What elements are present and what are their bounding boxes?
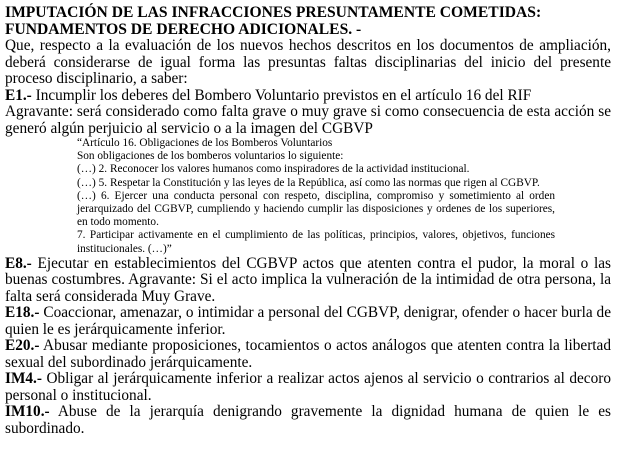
section-heading-line-1: IMPUTACIÓN DE LAS INFRACCIONES PRESUNTAMENTE COMETIDAS: — [5, 4, 542, 21]
infraction-e1-label: E1.- — [5, 86, 32, 104]
quote-title: “Artículo 16. Obligaciones de los Bomberos Voluntarios — [77, 137, 333, 149]
section-heading-line-2: FUNDAMENTOS DE DERECHO ADICIONALES. - — [5, 21, 362, 38]
infraction-e8-label: E8.- — [5, 254, 32, 272]
infraction-e20 — [5, 338, 611, 371]
infraction-e8-text: Ejecutar en establecimientos del CGBVP actos que atenten contra el pudor, la moral o las buenas costumbres. Agravante: Si el acto implica la vulneración de la intimidad de otra persona, la falta será considerada Muy Grave. — [5, 254, 611, 305]
section-heading — [5, 4, 611, 38]
infraction-e18 — [5, 305, 611, 338]
quote-item-2: (…) 2. Reconocer los valores humanos como inspiradores de la actividad institucional. — [77, 163, 470, 176]
infraction-im10-label: IM10.- — [5, 403, 50, 421]
infraction-im10 — [5, 404, 611, 437]
article-16-quote — [77, 137, 555, 256]
infraction-e1-text: Incumplir los deberes del Bombero Voluntario previstos en el artículo 16 del RIF — [31, 86, 532, 104]
quote-intro: Son obligaciones de los bomberos voluntarios lo siguiente: — [77, 150, 344, 163]
intro-paragraph: Que, respecto a la evaluación de los nuevos hechos descritos en los documentos de ampliación, deberá considerarse de igual forma las presuntas faltas disciplinarias del inicio del presente proceso disciplinario, a saber: — [5, 37, 611, 87]
infraction-e8 — [5, 256, 611, 306]
infraction-e18-text: Coaccionar, amenazar, o intimidar a personal del CGBVP, denigrar, ofender o hacer burla de quien le es jerárquicamente inferior. — [5, 304, 611, 338]
infraction-im10-text: Abuse de la jerarquía denigrando gravemente la dignidad humana de quien le es subordinado. — [5, 403, 611, 437]
quote-item-7: 7. Participar activamente en el cumplimiento de las políticas, principios, valores, objetivos, funciones institucionales. (…)” — [77, 229, 555, 255]
infraction-e18-label: E18.- — [5, 304, 40, 322]
quote-item-5: (…) 5. Respetar la Constitución y las leyes de la República, así como las normas que rigen al CGBVP. — [77, 176, 540, 189]
infraction-e1-aggravating: Agravante: será considerado como falta grave o muy grave si como consecuencia de esta acción se generó algún perjuicio al servicio o a la imagen del CGBVP — [5, 103, 611, 137]
infraction-e1 — [5, 88, 611, 105]
infraction-e20-text: Abusar mediante proposiciones, tocamientos o actos análogos que atenten contra la libertad sexual del subordinado jerárquicamente. — [5, 337, 611, 371]
infraction-im4-text: Obligar al jerárquicamente inferior a realizar actos ajenos al servicio o contrarios al decoro personal o institucional. — [5, 370, 611, 404]
infraction-im4-label: IM4.- — [5, 370, 42, 388]
infraction-e20-label: E20.- — [5, 337, 40, 355]
infraction-im4 — [5, 371, 611, 404]
quote-item-6: (…) 6. Ejercer una conducta personal con respeto, disciplina, compromiso y sometimiento al orden jerarquizado del CGBVP, cumpliendo y haciendo cumplir las disposiciones y ordenes de los superiores, en todo momento. — [77, 189, 555, 229]
document-page — [5, 4, 611, 437]
